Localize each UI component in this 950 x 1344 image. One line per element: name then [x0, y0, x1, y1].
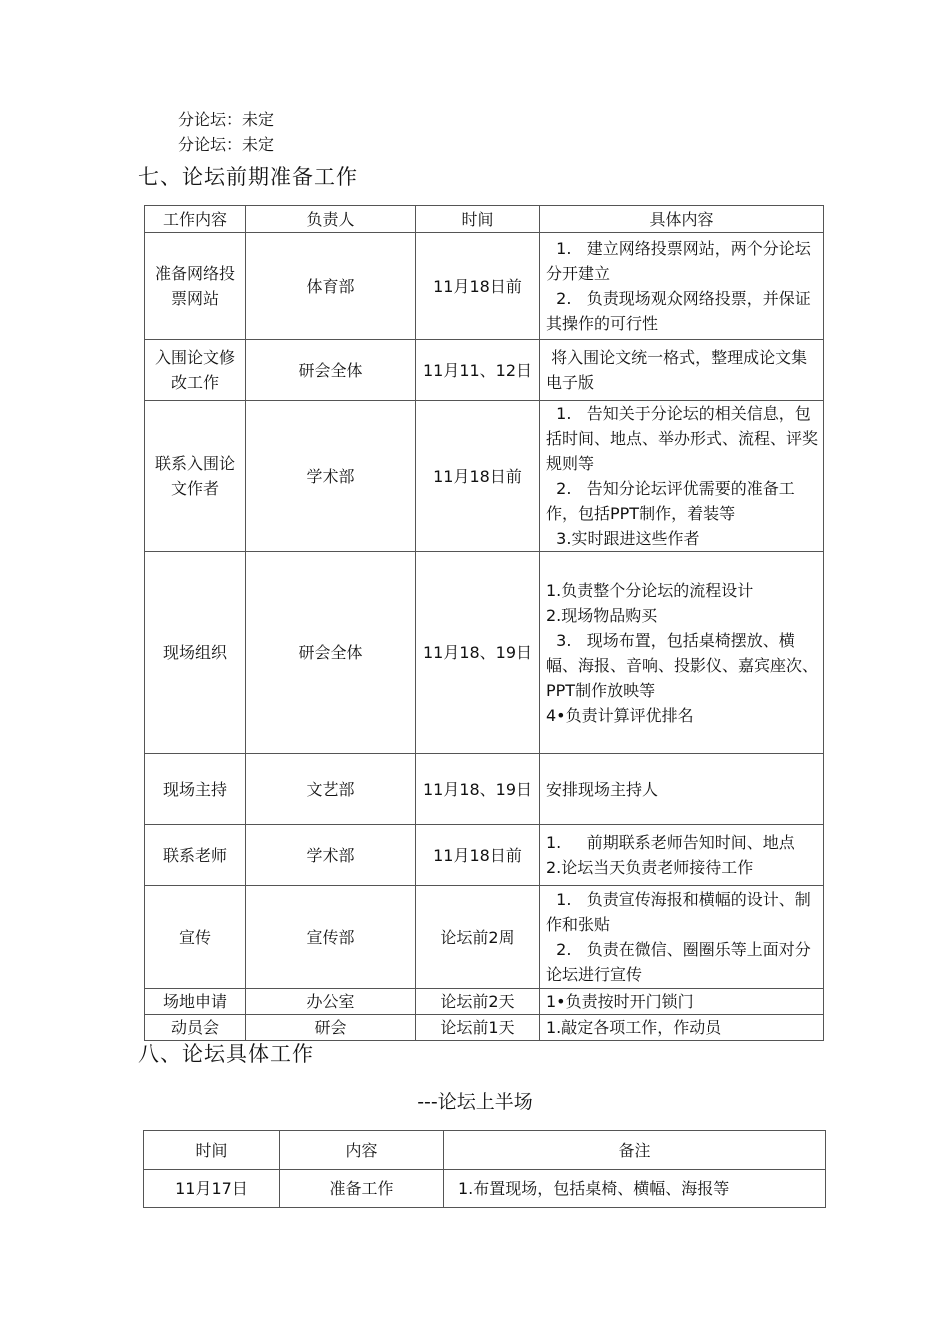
cell-time: 11月18、19日	[416, 754, 540, 825]
cell-content: 准备工作	[280, 1170, 444, 1208]
section8-title: 八、论坛具体工作	[138, 1042, 314, 1066]
cell-note: 1.布置现场，包括桌椅、横幅、海报等	[444, 1170, 826, 1208]
forum-line-2: 分论坛：未定	[178, 135, 275, 154]
section8-subtitle: ---论坛上半场	[417, 1091, 533, 1113]
table-row	[145, 340, 824, 401]
forum-line-1: 分论坛：未定	[178, 110, 275, 129]
content-line: 2.现场物品购买	[546, 605, 658, 625]
cell-time: 11月18日前	[416, 825, 540, 886]
cell-content	[540, 340, 824, 401]
cell-content	[540, 401, 824, 552]
content-line: 2.论坛当天负责老师接待工作	[546, 858, 754, 877]
content-line: 2. 负责现场观众网络投票，并保证其操作的可行性	[546, 289, 811, 333]
cell-owner: 研会	[246, 1015, 416, 1041]
section7-title: 七、论坛前期准备工作	[138, 165, 358, 189]
cell-task: 入围论文修改工作	[145, 340, 246, 401]
content-line: 1. 建立网络投票网站，两个分论坛分开建立	[546, 239, 811, 283]
content-line: 2. 负责在微信、圈圈乐等上面对分论坛进行宣传	[546, 940, 811, 984]
cell-task: 宣传	[145, 886, 246, 989]
table-row	[145, 989, 824, 1015]
cell-task: 动员会	[145, 1015, 246, 1041]
cell-task: 场地申请	[145, 989, 246, 1015]
content-line: 3.实时跟进这些作者	[546, 529, 700, 548]
table-row	[145, 401, 824, 552]
cell-time: 论坛前1天	[416, 1015, 540, 1041]
cell-content	[540, 886, 824, 989]
content-line: 1•负责按时开门锁门	[546, 992, 694, 1011]
cell-owner: 文艺部	[246, 754, 416, 825]
cell-owner: 宣传部	[246, 886, 416, 989]
header-content: 具体内容	[540, 206, 824, 233]
content-line: 1.负责整个分论坛的流程设计	[546, 580, 754, 600]
header-note: 备注	[444, 1131, 826, 1170]
cell-owner: 学术部	[246, 825, 416, 886]
cell-owner: 研会全体	[246, 552, 416, 754]
header-time: 时间	[144, 1131, 280, 1170]
cell-content	[540, 1015, 824, 1041]
cell-owner: 学术部	[246, 401, 416, 552]
header-content: 内容	[280, 1131, 444, 1170]
cell-time: 11月11、12日	[416, 340, 540, 401]
cell-task: 准备网络投票网站	[145, 233, 246, 340]
table-row	[145, 1015, 824, 1041]
cell-time: 11月18日前	[416, 401, 540, 552]
cell-content	[540, 825, 824, 886]
cell-owner: 研会全体	[246, 340, 416, 401]
cell-time: 11月17日	[144, 1170, 280, 1208]
cell-content	[540, 754, 824, 825]
cell-content	[540, 233, 824, 340]
header-time: 时间	[416, 206, 540, 233]
table-row	[145, 552, 824, 754]
cell-task: 现场主持	[145, 754, 246, 825]
cell-content	[540, 552, 824, 754]
content-line: 安排现场主持人	[546, 779, 659, 799]
content-line: 2. 告知分论坛评优需要的准备工作，包括PPT制作，着装等	[546, 479, 795, 523]
table-row	[145, 825, 824, 886]
content-line: 4•负责计算评优排名	[546, 705, 694, 725]
cell-task: 现场组织	[145, 552, 246, 754]
content-line: 将入围论文统一格式，整理成论文集电子版	[546, 348, 808, 392]
cell-time: 论坛前2周	[416, 886, 540, 989]
cell-owner: 办公室	[246, 989, 416, 1015]
schedule-table	[143, 1130, 826, 1208]
table-row	[145, 886, 824, 989]
header-owner: 负责人	[246, 206, 416, 233]
cell-content	[540, 989, 824, 1015]
cell-time: 11月18、19日	[416, 552, 540, 754]
content-line: 1. 前期联系老师告知时间、地点	[546, 833, 795, 852]
content-line: 3. 现场布置，包括桌椅摆放、横幅、海报、音响、投影仪、嘉宾座次、PPT制作放映等	[546, 630, 819, 700]
content-line: 1.敲定各项工作，作动员	[546, 1018, 722, 1037]
cell-time: 论坛前2天	[416, 989, 540, 1015]
cell-time: 11月18日前	[416, 233, 540, 340]
cell-owner: 体育部	[246, 233, 416, 340]
content-line: 1. 负责宣传海报和横幅的设计、制作和张贴	[546, 890, 811, 934]
content-line: 1. 告知关于分论坛的相关信息，包括时间、地点、举办形式、流程、评奖规则等	[546, 404, 819, 473]
table-row	[145, 754, 824, 825]
cell-task: 联系入围论文作者	[145, 401, 246, 552]
preparation-table	[144, 205, 824, 1041]
table-row	[145, 233, 824, 340]
cell-task: 联系老师	[145, 825, 246, 886]
table-row	[144, 1170, 826, 1208]
header-task: 工作内容	[145, 206, 246, 233]
